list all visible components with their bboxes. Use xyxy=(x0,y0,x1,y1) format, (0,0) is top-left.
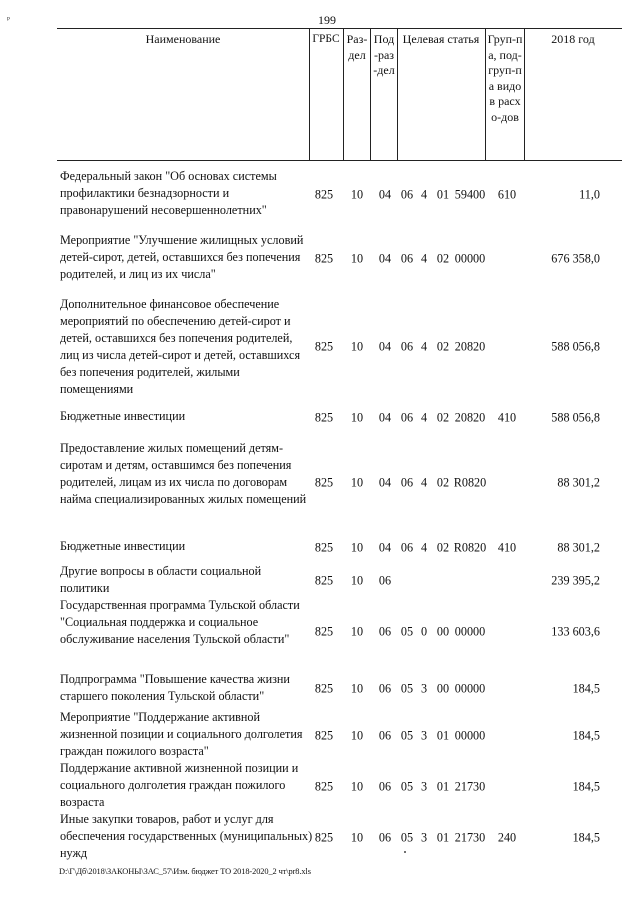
row-grbs: 825 xyxy=(314,624,334,639)
row-t1: 06 xyxy=(400,187,414,201)
row-t2: 3 xyxy=(420,779,428,793)
row-amount: 588 056,8 xyxy=(551,339,600,354)
row-razdel: 10 xyxy=(350,681,364,696)
row-amount: 184,5 xyxy=(572,830,600,844)
row-podrazdel: 04 xyxy=(378,475,392,490)
row-name: Подпрограмма "Повышение качества жизни старшего поколения Тульской области" xyxy=(60,672,290,703)
row-t1: 05 xyxy=(400,624,414,639)
row-t2: 4 xyxy=(420,251,428,265)
row-podrazdel: 04 xyxy=(378,187,392,201)
row-t4: 20820 xyxy=(454,339,486,354)
header-name: Наименование xyxy=(145,32,221,46)
row-grbs: 825 xyxy=(314,187,334,201)
row-razdel: 10 xyxy=(350,728,364,742)
table-row xyxy=(0,440,640,524)
row-t1: 05 xyxy=(400,830,414,844)
row-t1: 06 xyxy=(400,251,414,265)
row-podrazdel: 06 xyxy=(378,728,392,742)
row-name: Бюджетные инвестиции xyxy=(60,409,186,423)
row-name: Дополнительное финансовое обеспечение мероприятий по обеспечению детей-сирот и детей, оставшихся без попечения родителей, лиц из числа детей-сирот и детей, оставшихся без попечения родителей, жилыми помещениями xyxy=(60,297,301,396)
row-grbs: 825 xyxy=(314,830,334,844)
row-t1: 05 xyxy=(400,779,414,793)
row-name: Поддержание активной жизненной позиции и социального долголетия граждан пожилого возраста xyxy=(60,761,299,809)
table-row xyxy=(0,408,640,426)
row-t3: 00 xyxy=(436,624,450,639)
row-amount: 88 301,2 xyxy=(557,475,600,490)
row-group: 410 xyxy=(497,540,517,555)
row-name: Государственная программа Тульской области "Социальная поддержка и социальное обслуживание населения Тульской области" xyxy=(60,598,300,646)
row-name: Предоставление жилых помещений детям-сиротам и детям, оставшимся без попечения родителей, лицам из их числа по договорам найма специализированных жилых помещений xyxy=(60,441,307,506)
row-amount: 239 395,2 xyxy=(551,573,600,588)
table-row xyxy=(0,168,640,219)
row-t4: R0820 xyxy=(453,475,487,490)
row-razdel: 10 xyxy=(350,573,364,588)
row-t2: 4 xyxy=(420,410,428,425)
row-razdel: 10 xyxy=(350,339,364,354)
header-group: Груп-па, под-груп-па видов расхо-дов xyxy=(487,32,523,124)
row-t3: 02 xyxy=(436,410,450,425)
row-podrazdel: 06 xyxy=(378,681,392,696)
row-podrazdel: 06 xyxy=(378,573,392,588)
row-t3: 01 xyxy=(436,728,450,742)
row-podrazdel: 04 xyxy=(378,410,392,425)
table-row xyxy=(0,811,640,862)
table-row xyxy=(0,563,640,597)
row-amount: 184,5 xyxy=(572,681,600,696)
row-name: Иные закупки товаров, работ и услуг для обеспечения государственных (муниципальных) нужд xyxy=(60,812,313,860)
row-t3: 01 xyxy=(436,779,450,793)
row-t3: 02 xyxy=(436,251,450,265)
row-t2: 4 xyxy=(420,475,428,490)
row-t1: 06 xyxy=(400,410,414,425)
row-t2: 3 xyxy=(420,830,428,844)
table-row xyxy=(0,760,640,811)
table-row xyxy=(0,538,640,556)
row-t3: 01 xyxy=(436,187,450,201)
row-amount: 11,0 xyxy=(579,187,600,201)
row-t1: 06 xyxy=(400,339,414,354)
row-t4: 00000 xyxy=(454,251,486,265)
row-t3: 02 xyxy=(436,540,450,555)
row-t1: 06 xyxy=(400,540,414,555)
table-row xyxy=(0,709,640,760)
row-name: Федеральный закон "Об основах системы профилактики безнадзорности и правонарушений несовершеннолетних" xyxy=(60,169,277,217)
row-t4: 00000 xyxy=(454,624,486,639)
row-amount: 184,5 xyxy=(572,779,600,793)
row-amount: 588 056,8 xyxy=(551,410,600,425)
row-t4: R0820 xyxy=(453,540,487,555)
row-t1: 05 xyxy=(400,728,414,742)
row-t2: 3 xyxy=(420,728,428,742)
row-razdel: 10 xyxy=(350,187,364,201)
row-podrazdel: 04 xyxy=(378,540,392,555)
row-name: Мероприятие "Улучшение жилищных условий детей-сирот, детей, оставшихся без попечения родителей, и лиц из их числа" xyxy=(60,233,304,281)
header-razdel: Раз-дел xyxy=(346,32,368,62)
row-t1: 05 xyxy=(400,681,414,696)
corner-mark: ᵖ xyxy=(7,14,10,24)
row-t2: 0 xyxy=(420,624,428,639)
row-razdel: 10 xyxy=(350,830,364,844)
row-amount: 88 301,2 xyxy=(557,540,600,555)
row-podrazdel: 06 xyxy=(378,624,392,639)
row-group: 610 xyxy=(497,187,517,201)
table-row xyxy=(0,597,640,665)
row-t3: 00 xyxy=(436,681,450,696)
row-name: Бюджетные инвестиции xyxy=(60,539,186,553)
header-year: 2018 год xyxy=(551,32,595,46)
row-razdel: 10 xyxy=(350,475,364,490)
row-amount: 676 358,0 xyxy=(551,251,600,265)
row-group: 240 xyxy=(497,830,517,844)
row-grbs: 825 xyxy=(314,681,334,696)
row-podrazdel: 06 xyxy=(378,830,392,844)
row-grbs: 825 xyxy=(314,475,334,490)
row-t2: 4 xyxy=(420,187,428,201)
row-t4: 59400 xyxy=(454,187,486,201)
row-grbs: 825 xyxy=(314,339,334,354)
row-podrazdel: 06 xyxy=(378,779,392,793)
row-razdel: 10 xyxy=(350,624,364,639)
row-amount: 184,5 xyxy=(572,728,600,742)
page-number: 199 xyxy=(318,13,336,27)
row-t2: 4 xyxy=(420,540,428,555)
row-razdel: 10 xyxy=(350,779,364,793)
row-t1: 06 xyxy=(400,475,414,490)
row-podrazdel: 04 xyxy=(378,251,392,265)
header-grbs: ГРБС xyxy=(312,33,340,45)
row-razdel: 10 xyxy=(350,540,364,555)
row-t2: 3 xyxy=(420,681,428,696)
row-name: Другие вопросы в области социальной политики xyxy=(60,564,262,595)
table-row xyxy=(0,232,640,283)
row-razdel: 10 xyxy=(350,410,364,425)
row-grbs: 825 xyxy=(314,251,334,265)
row-grbs: 825 xyxy=(314,728,334,742)
row-t4: 21730 xyxy=(454,779,486,793)
row-amount: 133 603,6 xyxy=(551,624,600,639)
row-t3: 01 xyxy=(436,830,450,844)
row-t2: 4 xyxy=(420,339,428,354)
row-name: Мероприятие "Поддержание активной жизненной позиции и социального долголетия граждан пожилого возраста" xyxy=(60,710,303,758)
row-t3: 02 xyxy=(436,475,450,490)
footer-file-path: D:\Г\Дб\2018\ЗАКОНЫ\ЗАС_57\Изм. бюджет ТО 2018-2020_2 чт\pr8.xls xyxy=(59,867,311,876)
row-grbs: 825 xyxy=(314,779,334,793)
table-row xyxy=(0,296,640,396)
row-podrazdel: 04 xyxy=(378,339,392,354)
header-podrazdel: Под-раз-дел xyxy=(373,32,395,77)
row-razdel: 10 xyxy=(350,251,364,265)
header-target: Целевая статья xyxy=(402,32,480,46)
row-group: 410 xyxy=(497,410,517,425)
row-t4: 21730 xyxy=(454,830,486,844)
row-t4: 20820 xyxy=(454,410,486,425)
row-grbs: 825 xyxy=(314,540,334,555)
row-t4: 00000 xyxy=(454,681,486,696)
row-grbs: 825 xyxy=(314,410,334,425)
row-t3: 02 xyxy=(436,339,450,354)
row-t4: 00000 xyxy=(454,728,486,742)
row-grbs: 825 xyxy=(314,573,334,588)
table-header xyxy=(57,28,622,161)
table-row xyxy=(0,671,640,705)
